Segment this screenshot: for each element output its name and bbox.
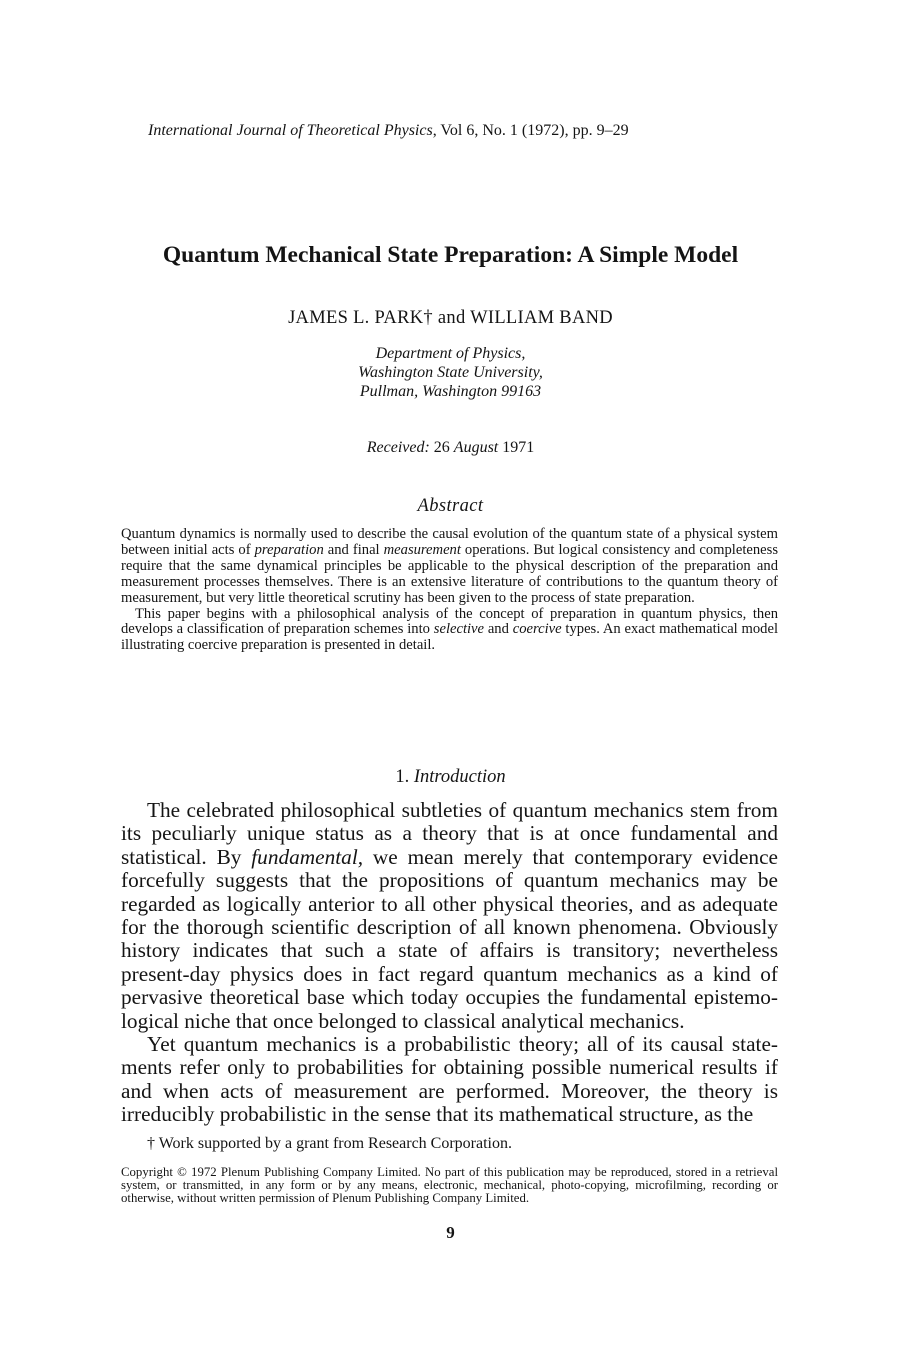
affiliation bbox=[0, 344, 901, 401]
copyright-notice: Copyright © 1972 Plenum Publishing Company Limited. No part of this publication may be reproduced, stored in a retrieval system, or transmitted, in any form or by any means, electronic, mechanical, photo-copying, microfilming, recording or otherwise, without written permission of Plenum Publishing Company Limited. bbox=[121, 1165, 778, 1205]
received-month: August bbox=[453, 439, 499, 456]
abstract-emphasis: selective bbox=[433, 621, 485, 638]
body-text: The celebrated philosophical subtleties of quantum mechanics stem from its peculiarly unique status as a theory that is at once fundamental and statistical. By bbox=[121, 798, 778, 869]
body-text: we mean merely that contemporary evidence forcefully suggests that the propositions of quantum mechanics may be regarded as logically anterior to all other physical theories, and as adequate for the thorough scientific description of all known phenomena. Obviously history indicates that such a state of affairs is transitory; nevertheless present-day physics does in fact regard quantum mechanics as a kind of pervasive theoretical base which today occupies the fundamental epistemo-logical niche that once belonged to classical analytical mechanics. bbox=[121, 844, 778, 1033]
author-line bbox=[0, 306, 901, 330]
page-number: 9 bbox=[446, 1223, 455, 1242]
affiliation-address: Pullman, Washington 99163 bbox=[359, 383, 542, 400]
abstract-text: operations. But logical consistency and completeness require that the same dynamical principles be applicable to the physical description of the preparation and measurement processes themselves. There is an extensive literature of contributions to the quantum theory of measurement, but very little theoretical scrutiny has been given to the process of state preparation. bbox=[121, 541, 779, 606]
author-band: WILLIAM BAND bbox=[470, 308, 613, 328]
abstract-text: Quantum dynamics is normally used to describe the causal evolution of the quantum state of a physical system between initial acts of bbox=[121, 526, 778, 558]
paper-title: Quantum Mechanical State Preparation: A Simple Model bbox=[162, 242, 739, 268]
affiliation-department: Department of Physics, bbox=[375, 345, 526, 362]
footnote: † Work supported by a grant from Research Corporation. bbox=[147, 1135, 512, 1152]
section-number: 1. bbox=[395, 767, 414, 787]
section-title: Introduction bbox=[413, 767, 506, 787]
abstract-text: This paper begins with a philosophical analysis of the concept of preparation in quantum physics, then develops a classification of preparation schemes into bbox=[121, 605, 778, 638]
abstract-emphasis: preparation bbox=[254, 541, 324, 558]
body-paragraph: Yet quantum mechanics is a probabilistic theory; all of its causal state-ments refer only to probabilities for obtaining possible numerical results if and when acts of measurement are performed. Moreover, the theory is irreducibly probabilistic in the sense that its mathematical structure, as the bbox=[121, 1032, 778, 1127]
abstract-emphasis: measurement bbox=[383, 541, 461, 558]
author-connector: and bbox=[432, 308, 471, 328]
received-year: 1971 bbox=[498, 439, 535, 456]
affiliation-university: Washington State University, bbox=[358, 364, 543, 381]
abstract-text: and bbox=[484, 621, 513, 638]
abstract-text: types. An exact mathematical model illustrating coercive preparation is presented in detail. bbox=[121, 621, 779, 654]
body-paragraph bbox=[121, 799, 778, 1033]
received-day: 26 bbox=[429, 439, 454, 456]
journal-name: International Journal of Theoretical Physics bbox=[148, 122, 433, 139]
footnote-dagger: † bbox=[423, 308, 433, 328]
introduction-body bbox=[121, 799, 778, 1127]
received-date bbox=[0, 438, 901, 458]
abstract-emphasis: coercive bbox=[512, 621, 562, 638]
abstract-text: and final bbox=[323, 541, 384, 558]
received-label: Received: bbox=[366, 439, 430, 456]
abstract-paragraph bbox=[121, 527, 778, 607]
abstract-paragraph bbox=[121, 607, 778, 655]
author-park: JAMES L. PARK bbox=[288, 308, 424, 328]
body-emphasis: fundamental, bbox=[251, 844, 364, 869]
abstract-heading: Abstract bbox=[417, 496, 484, 516]
section-heading-introduction bbox=[0, 765, 901, 789]
abstract-body bbox=[121, 527, 778, 654]
journal-reference bbox=[148, 121, 788, 141]
journal-details: , Vol 6, No. 1 (1972), pp. 9–29 bbox=[432, 122, 629, 139]
